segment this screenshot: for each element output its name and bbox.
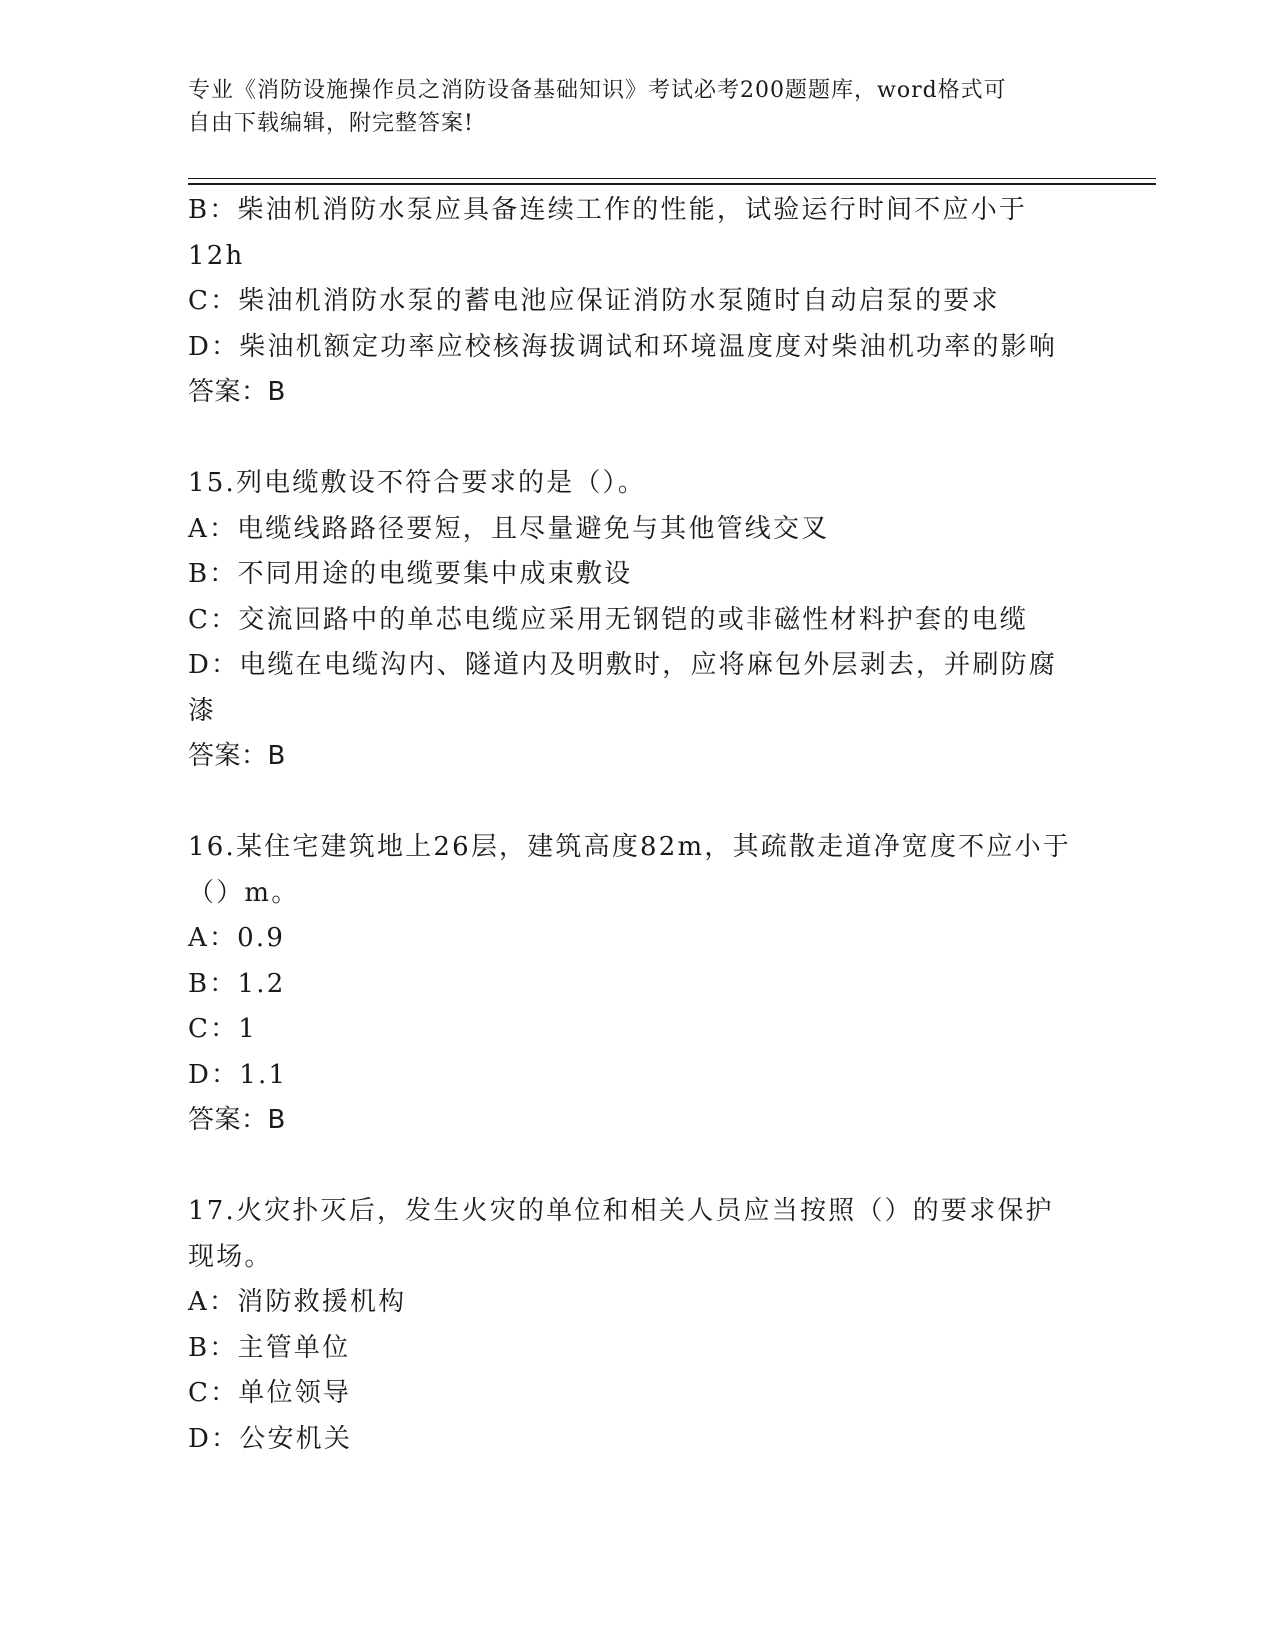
header-divider-thick	[188, 183, 1156, 185]
q17-question-line-2: 现场。	[188, 1241, 273, 1272]
q17-option-a: A：消防救援机构	[188, 1287, 407, 1317]
q17-option-c: C：单位领导	[188, 1378, 352, 1408]
header-title-line-2: 自由下载编辑，附完整答案!	[188, 111, 474, 136]
q16-answer: 答案：B	[188, 1105, 286, 1135]
q16-question-line-2: （）m。	[188, 877, 300, 908]
header-divider-thin	[188, 178, 1156, 179]
q15-option-a: A：电缆线路路径要短，且尽量避免与其他管线交叉	[188, 513, 830, 544]
q17-question-line-1: 17.火灾扑灭后，发生火灾的单位和相关人员应当按照（）的要求保护	[188, 1196, 1054, 1226]
question-17	[188, 1189, 1088, 1462]
q14-answer: 答案：B	[188, 377, 286, 407]
q16-option-b: B：1.2	[188, 968, 286, 999]
header-title-line-1: 专业《消防设施操作员之消防设备基础知识》考试必考200题题库，word格式可	[188, 78, 1007, 103]
q17-option-b: B：主管单位	[188, 1332, 351, 1363]
spacer	[188, 1144, 1088, 1190]
q14-option-b-line-1: B：柴油机消防水泵应具备连续工作的性能，试验运行时间不应小于	[188, 195, 1028, 225]
q16-question-line-1: 16.某住宅建筑地上26层，建筑高度82m，其疏散走道净宽度不应小于	[188, 832, 1071, 862]
question-list	[188, 188, 1088, 1462]
spacer	[188, 780, 1088, 826]
q16-option-d: D：1.1	[188, 1059, 288, 1090]
question-14-continued	[188, 188, 1088, 416]
q14-option-c: C：柴油机消防水泵的蓄电池应保证消防水泵随时自动启泵的要求	[188, 286, 1000, 316]
q14-option-d: D：柴油机额定功率应校核海拔调试和环境温度度对柴油机功率的影响	[188, 331, 1058, 362]
document-header	[188, 74, 1068, 140]
question-15	[188, 461, 1088, 780]
q16-option-a: A：0.9	[188, 923, 286, 953]
q16-option-c: C：1	[188, 1014, 258, 1044]
spacer	[188, 416, 1088, 462]
q15-option-c: C：交流回路中的单芯电缆应采用无钢铠的或非磁性材料护套的电缆	[188, 604, 1028, 635]
q15-option-d-line-2: 漆	[188, 695, 217, 726]
q15-option-d-line-1: D：电缆在电缆沟内、隧道内及明敷时，应将麻包外层剥去，并刷防腐	[188, 650, 1058, 680]
question-16	[188, 825, 1088, 1144]
q15-answer: 答案：B	[188, 741, 286, 771]
q15-question: 15.列电缆敷设不符合要求的是（）。	[188, 468, 646, 498]
q15-option-b: B：不同用途的电缆要集中成束敷设	[188, 559, 633, 589]
q14-option-b-line-2: 12h	[188, 240, 245, 271]
q17-option-d: D：公安机关	[188, 1423, 353, 1454]
